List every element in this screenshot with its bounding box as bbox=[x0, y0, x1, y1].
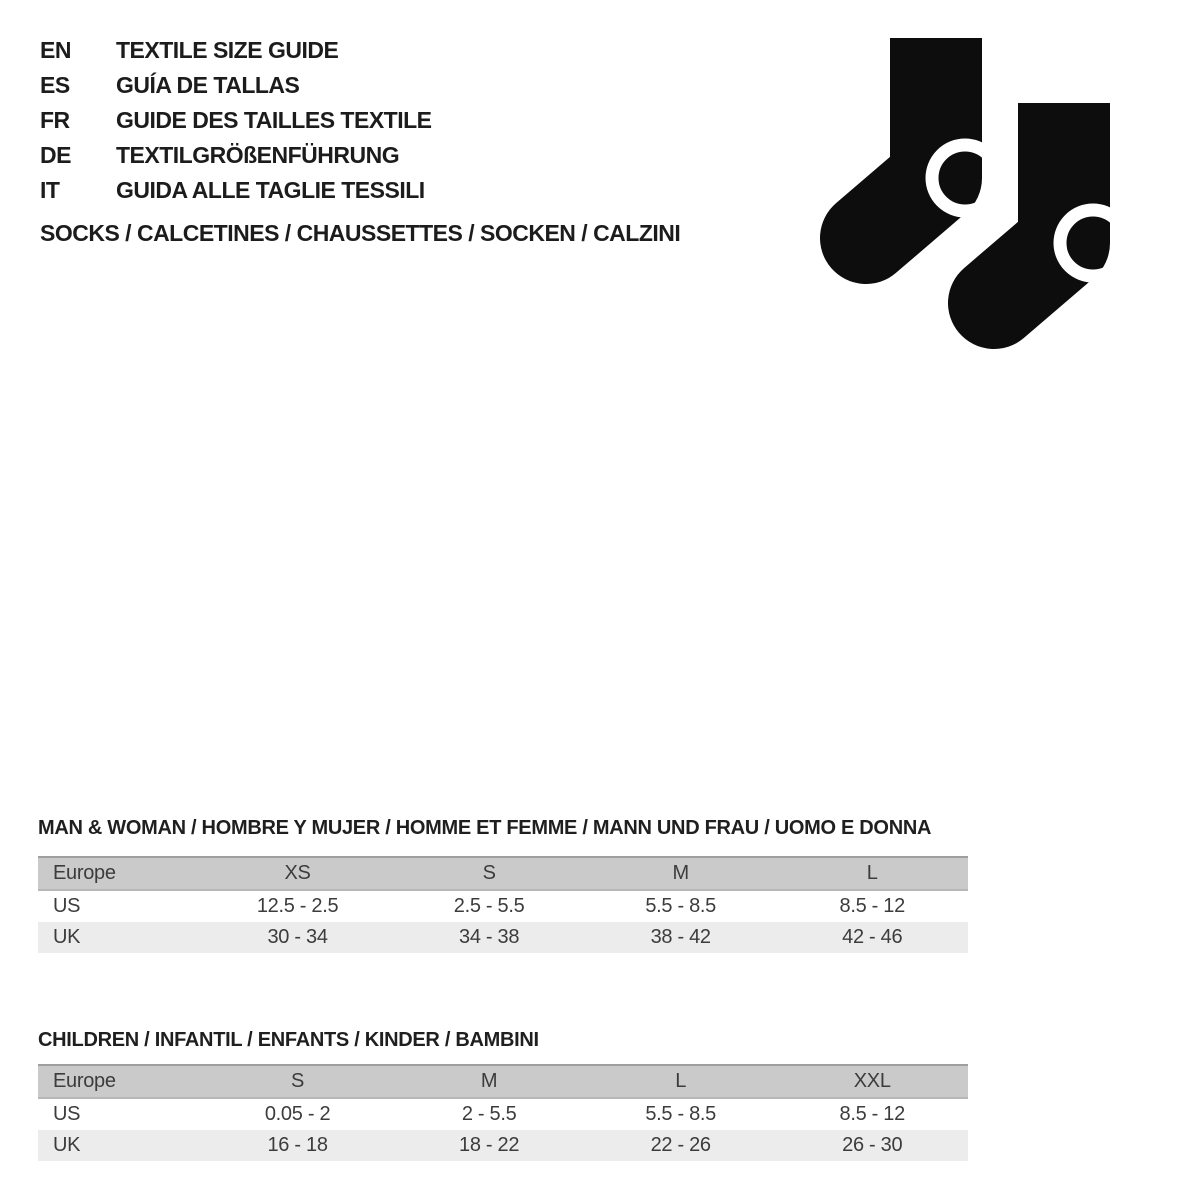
size-cell: 5.5 - 8.5 bbox=[645, 895, 716, 917]
size-cell: 2 - 5.5 bbox=[461, 1103, 517, 1125]
language-row-de bbox=[40, 138, 432, 173]
size-cell: 16 - 18 bbox=[267, 1134, 328, 1156]
language-label: GUIDA ALLE TAGLIE TESSILI bbox=[116, 177, 425, 203]
size-cell: 38 - 42 bbox=[650, 926, 711, 948]
size-cell: 34 - 38 bbox=[459, 926, 520, 948]
size-cell: 18 - 22 bbox=[459, 1134, 520, 1156]
language-row-es bbox=[40, 68, 432, 103]
column-header-size: L bbox=[866, 862, 878, 884]
language-row-fr bbox=[40, 103, 432, 138]
size-cell: 8.5 - 12 bbox=[839, 1103, 905, 1125]
size-cell: 5.5 - 8.5 bbox=[645, 1103, 716, 1125]
size-cell: 22 - 26 bbox=[650, 1134, 711, 1156]
language-code: FR bbox=[40, 107, 70, 133]
column-header-region: Europe bbox=[53, 862, 116, 884]
size-cell: 26 - 30 bbox=[842, 1134, 903, 1156]
language-code: DE bbox=[40, 142, 71, 168]
table-row-us bbox=[38, 890, 968, 922]
table-header-row bbox=[38, 857, 968, 890]
language-label: TEXTILE SIZE GUIDE bbox=[116, 37, 339, 63]
size-cell: 42 - 46 bbox=[842, 926, 903, 948]
column-header-size: M bbox=[672, 862, 689, 884]
size-cell: 0.05 - 2 bbox=[264, 1103, 331, 1125]
row-label: UK bbox=[53, 926, 81, 948]
language-label: GUÍA DE TALLAS bbox=[116, 72, 300, 98]
size-cell: 8.5 - 12 bbox=[839, 895, 905, 917]
column-header-size: XXL bbox=[853, 1070, 891, 1092]
language-row-en bbox=[40, 33, 432, 68]
language-code: EN bbox=[40, 37, 71, 63]
row-label: US bbox=[53, 1103, 81, 1125]
product-category-line: SOCKS / CALCETINES / CHAUSSETTES / SOCKEN / CALZINI bbox=[40, 220, 681, 246]
socks-icon bbox=[815, 38, 1135, 353]
row-label: US bbox=[53, 895, 81, 917]
size-cell: 12.5 - 2.5 bbox=[256, 895, 339, 917]
language-row-it bbox=[40, 173, 432, 208]
column-header-size: XS bbox=[284, 862, 311, 884]
size-cell: 2.5 - 5.5 bbox=[453, 895, 525, 917]
column-header-size: S bbox=[291, 1070, 305, 1092]
table-title-children: CHILDREN / INFANTIL / ENFANTS / KINDER / BAMBINI bbox=[38, 1029, 539, 1051]
size-table-man-woman bbox=[38, 856, 968, 953]
column-header-size: M bbox=[480, 1070, 498, 1092]
table-title-man-woman: MAN & WOMAN / HOMBRE Y MUJER / HOMME ET FEMME / MANN UND FRAU / UOMO E DONNA bbox=[38, 817, 932, 839]
size-cell: 30 - 34 bbox=[267, 926, 328, 948]
language-list bbox=[40, 33, 432, 208]
row-label: UK bbox=[53, 1134, 81, 1156]
table-row-uk bbox=[38, 1130, 968, 1161]
size-table-children bbox=[38, 1064, 968, 1161]
table-header-row bbox=[38, 1065, 968, 1098]
language-code: IT bbox=[40, 177, 60, 203]
column-header-size: L bbox=[675, 1070, 687, 1092]
table-row-uk bbox=[38, 922, 968, 953]
table-row-us bbox=[38, 1098, 968, 1130]
language-label: TEXTILGRÖßENFÜHRUNG bbox=[116, 142, 400, 168]
language-label: GUIDE DES TAILLES TEXTILE bbox=[116, 107, 432, 133]
column-header-size: S bbox=[482, 862, 496, 884]
column-header-region: Europe bbox=[53, 1070, 116, 1092]
language-code: ES bbox=[40, 72, 70, 98]
